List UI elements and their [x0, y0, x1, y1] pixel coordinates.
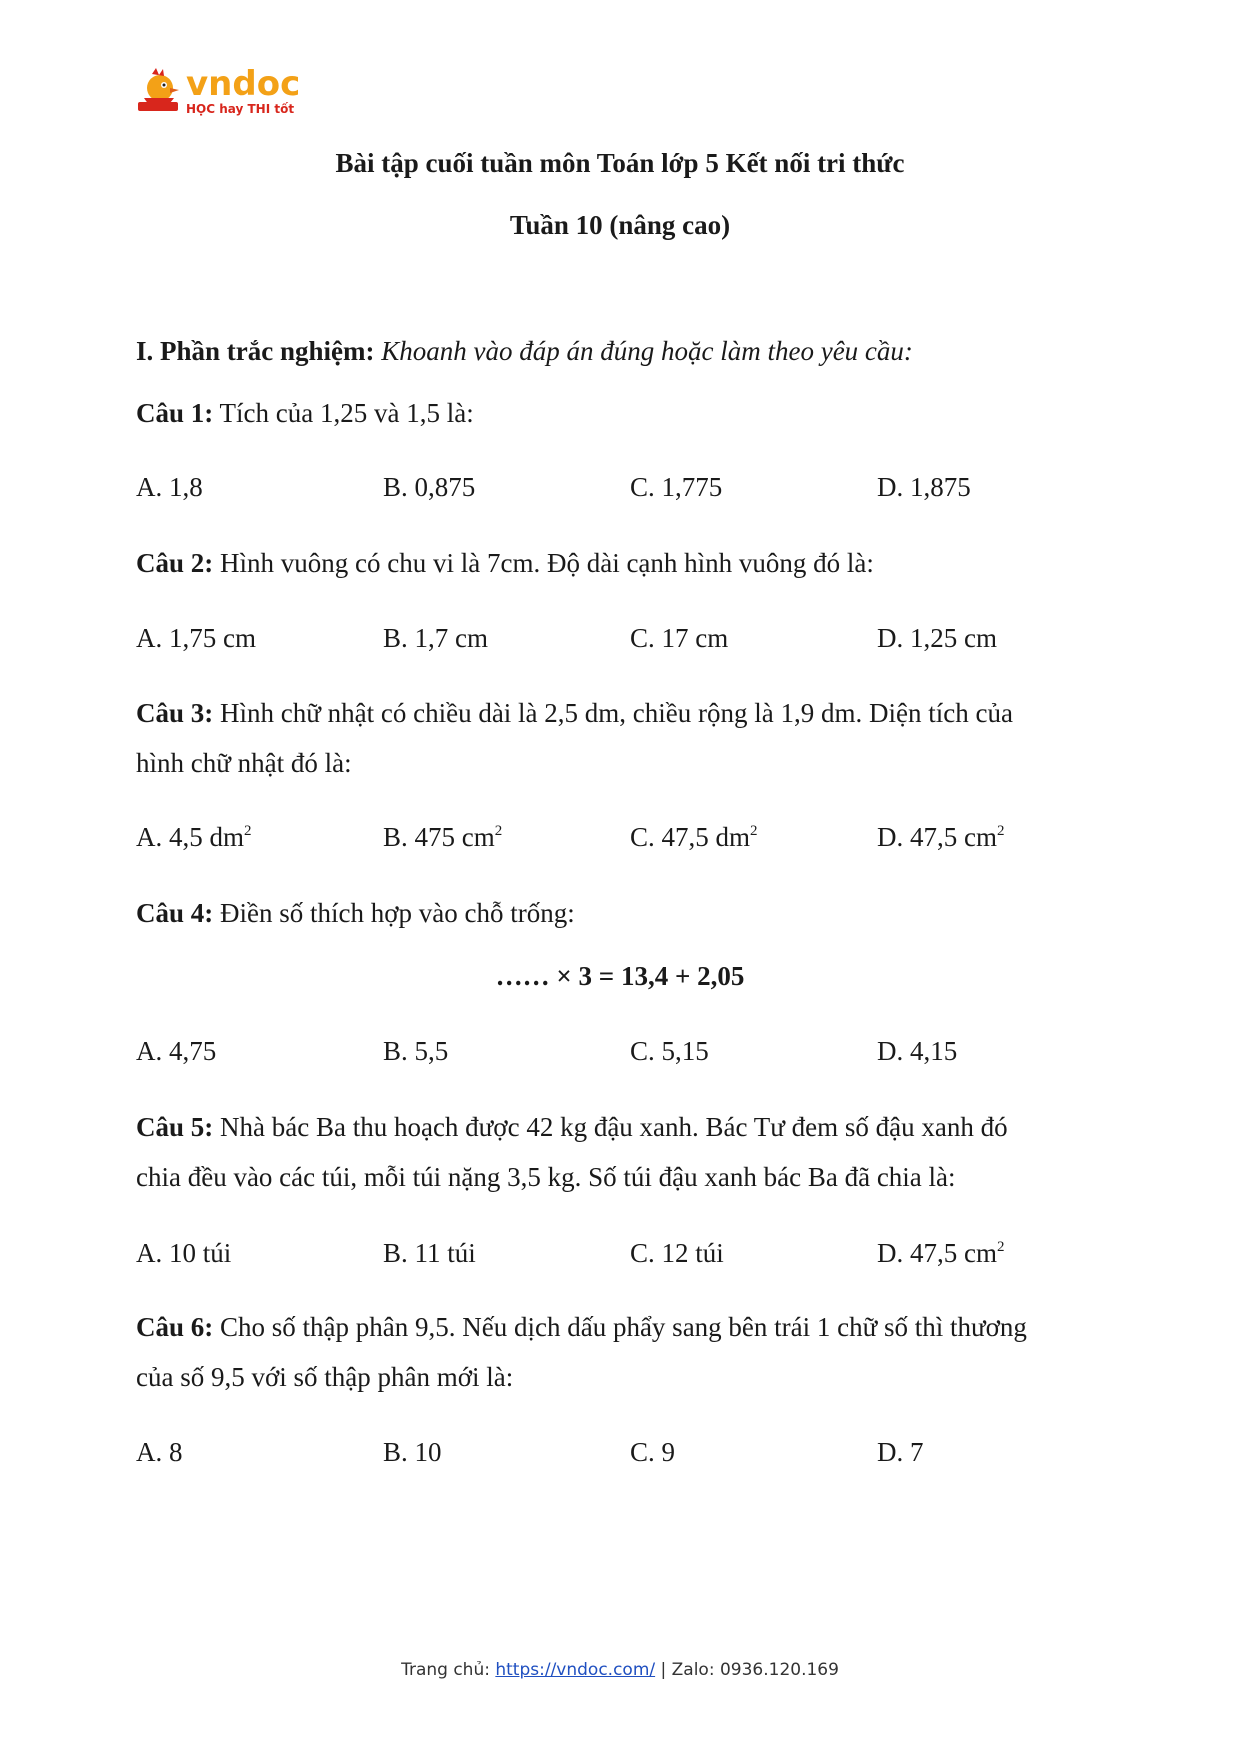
question-5 — [136, 1112, 1008, 1143]
question-label: Câu 2: — [136, 548, 214, 578]
question-text: Hình chữ nhật có chiều dài là 2,5 dm, chiều rộng là 1,9 dm. Diện tích của — [220, 698, 1013, 728]
question-4-options — [136, 1036, 1136, 1070]
question-6-continuation: của số 9,5 với số thập phân mới là: — [136, 1362, 514, 1392]
mascot-icon — [134, 68, 182, 120]
question-4 — [136, 898, 575, 929]
option-a[interactable]: A. 8 — [136, 1437, 183, 1467]
option-b[interactable]: B. 10 — [383, 1437, 442, 1467]
option-c[interactable]: C. 9 — [630, 1437, 676, 1467]
question-5-options — [136, 1238, 1136, 1272]
question-text: Nhà bác Ba thu hoạch được 42 kg đậu xanh. Bác Tư đem số đậu xanh đó — [220, 1112, 1008, 1142]
question-label: Câu 6: — [136, 1312, 214, 1342]
footer-prefix: Trang chủ: — [401, 1660, 490, 1680]
question-2 — [136, 548, 874, 579]
option-d[interactable]: D. 1,875 — [877, 472, 971, 502]
option-d[interactable]: D. 47,5 $cm^2$ — [877, 822, 1005, 852]
option-a[interactable]: A. 10 túi — [136, 1238, 232, 1268]
option-d[interactable]: D. 7 — [877, 1437, 924, 1467]
question-4-equation: …… × 3 = 13,4 + 2,05 — [495, 961, 745, 991]
question-text: Cho số thập phân 9,5. Nếu dịch dấu phẩy sang bên trái 1 chữ số thì thương — [220, 1312, 1027, 1342]
question-1 — [136, 398, 474, 429]
option-d[interactable]: D. 47,5 $cm^2$ — [877, 1238, 1005, 1268]
vndoc-logo — [134, 64, 304, 124]
section-label: I. Phần trắc nghiệm: — [136, 336, 375, 366]
question-3-options — [136, 822, 1136, 856]
logo-wordmark: vndoc — [186, 64, 301, 104]
page-footer — [0, 1660, 1240, 1680]
page-title: Bài tập cuối tuần môn Toán lớp 5 Kết nối tri thức — [335, 148, 905, 178]
question-text: Tích của 1,25 và 1,5 là: — [219, 398, 474, 428]
footer-contact: | Zalo: 0936.120.169 — [660, 1660, 839, 1680]
option-a[interactable]: A. 4,75 — [136, 1036, 217, 1066]
page-subtitle: Tuần 10 (nâng cao) — [509, 210, 731, 240]
logo-tagline: HỌC hay THI tốt — [186, 102, 295, 116]
question-label: Câu 4: — [136, 898, 214, 928]
question-3-continuation: hình chữ nhật đó là: — [136, 748, 352, 778]
option-c[interactable]: C. 12 túi — [630, 1238, 724, 1268]
option-b[interactable]: B. 1,7 cm — [383, 623, 488, 653]
option-d[interactable]: D. 4,15 — [877, 1036, 958, 1066]
homepage-link[interactable]: https://vndoc.com/ — [495, 1660, 656, 1680]
question-text: Điền số thích hợp vào chỗ trống: — [220, 898, 575, 928]
option-c[interactable]: C. 17 cm — [630, 623, 729, 653]
question-2-options — [136, 623, 1136, 657]
option-a[interactable]: A. 1,75 cm — [136, 623, 256, 653]
question-3 — [136, 698, 1013, 729]
question-label: Câu 3: — [136, 698, 214, 728]
option-b[interactable]: B. 5,5 — [383, 1036, 449, 1066]
option-b[interactable]: B. 475 $cm^2$ — [383, 822, 503, 852]
option-d[interactable]: D. 1,25 cm — [877, 623, 997, 653]
question-5-continuation: chia đều vào các túi, mỗi túi nặng 3,5 kg. Số túi đậu xanh bác Ba đã chia là: — [136, 1162, 956, 1192]
option-a[interactable]: A. 4,5 $dm^2$ — [136, 822, 252, 852]
section-instruction: Khoanh vào đáp án đúng hoặc làm theo yêu cầu: — [381, 336, 913, 366]
option-c[interactable]: C. 1,775 — [630, 472, 723, 502]
option-c[interactable]: C. 5,15 — [630, 1036, 709, 1066]
question-6 — [136, 1312, 1027, 1343]
question-1-options — [136, 472, 1136, 506]
question-text: Hình vuông có chu vi là 7cm. Độ dài cạnh hình vuông đó là: — [220, 548, 874, 578]
section-heading — [136, 336, 913, 367]
option-c[interactable]: C. 47,5 $dm^2$ — [630, 822, 758, 852]
option-a[interactable]: A. 1,8 — [136, 472, 203, 502]
option-b[interactable]: B. 11 túi — [383, 1238, 476, 1268]
question-label: Câu 1: — [136, 398, 214, 428]
question-6-options — [136, 1437, 1136, 1471]
question-label: Câu 5: — [136, 1112, 214, 1142]
option-b[interactable]: B. 0,875 — [383, 472, 476, 502]
